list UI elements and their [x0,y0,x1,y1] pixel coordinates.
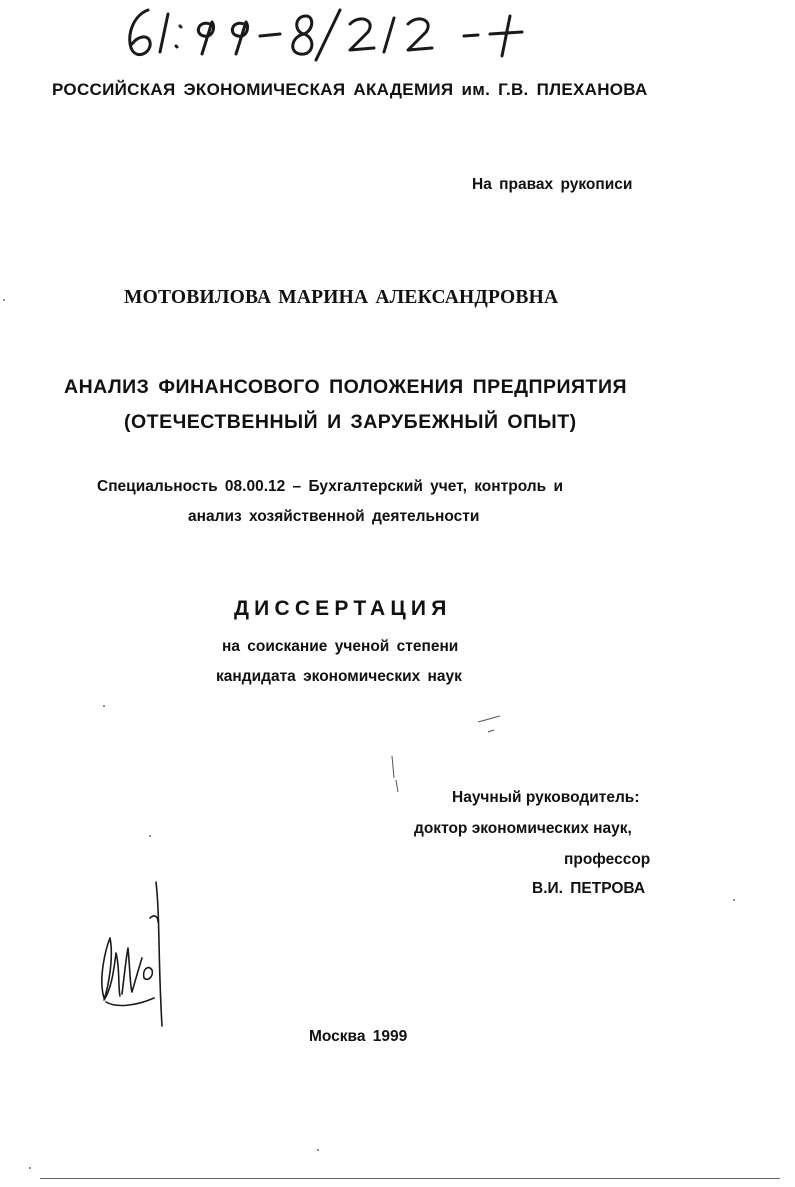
scan-dot [149,835,151,837]
document-type-heading: ДИССЕРТАЦИЯ [234,597,452,620]
scan-mark-line [392,756,394,778]
handwritten-code-drawing [118,2,578,62]
scan-dot [733,899,735,901]
thesis-title-line-2: (ОТЕЧЕСТВЕННЫЙ И ЗАРУБЕЖНЫЙ ОПЫТ) [124,411,577,433]
degree-line-1: на соискание ученой степени [222,638,459,655]
page-bottom-edge [40,1178,780,1179]
handwritten-archive-code [118,2,578,62]
thesis-title-line-1: АНАЛИЗ ФИНАНСОВОГО ПОЛОЖЕНИЯ ПРЕДПРИЯТИЯ [64,376,628,398]
supervisor-label: Научный руководитель: [452,789,640,806]
scan-dot [317,1149,319,1151]
scan-dot [29,1167,31,1169]
signature-drawing [96,878,176,1028]
institution-name: РОССИЙСКАЯ ЭКОНОМИЧЕСКАЯ АКАДЕМИЯ им. Г.В. ПЛЕХАНОВА [52,80,648,99]
scan-dot [3,299,5,301]
rights-note: На правах рукописи [472,176,633,193]
place-and-year: Москва 1999 [309,1028,408,1045]
scan-dot [103,705,105,707]
supervisor-rank: профессор [564,851,651,868]
handwritten-signature [96,878,176,1028]
degree-line-2: кандидата экономических наук [216,668,462,685]
supervisor-name: В.И. ПЕТРОВА [532,880,646,897]
scan-mark-line [488,730,494,732]
author-name: МОТОВИЛОВА МАРИНА АЛЕКСАНДРОВНА [124,287,559,308]
specialty-line-1: Специальность 08.00.12 – Бухгалтерский учет, контроль и [97,478,563,495]
scan-mark-line [478,716,500,722]
specialty-line-2: анализ хозяйственной деятельности [188,508,480,525]
scan-mark-line [396,780,398,792]
supervisor-degree: доктор экономических наук, [414,820,632,837]
